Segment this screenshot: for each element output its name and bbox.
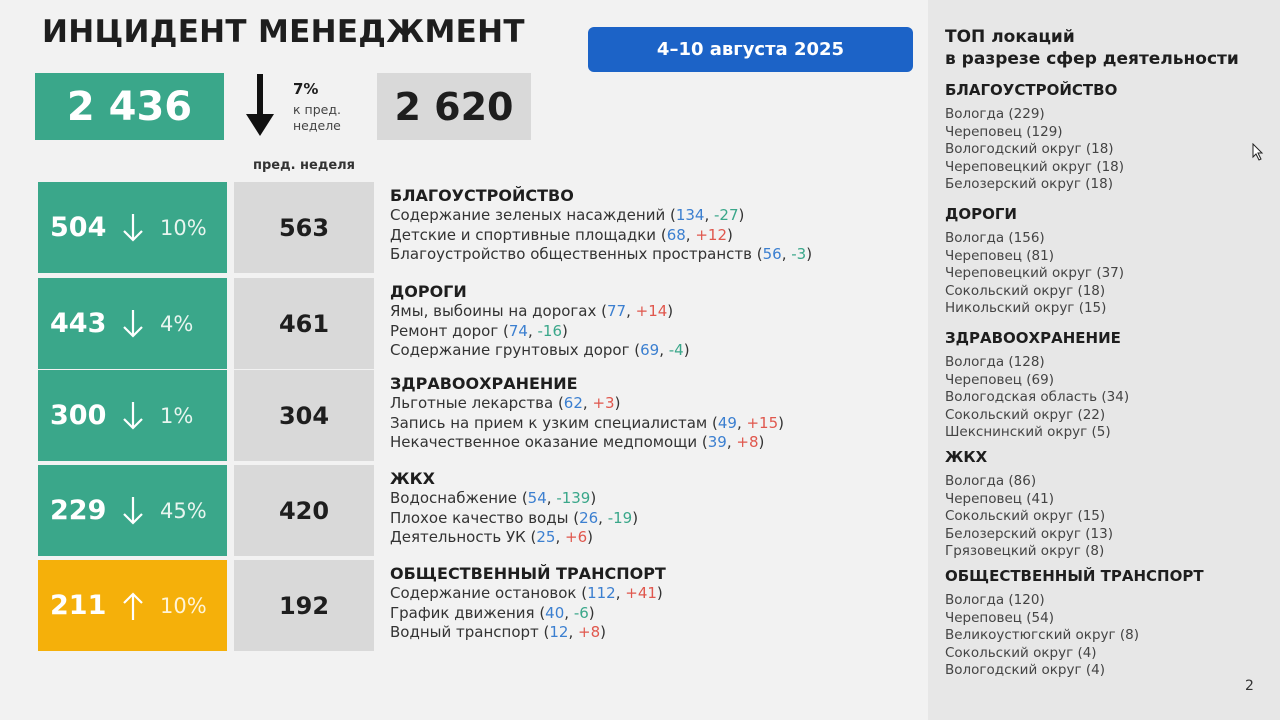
- category-change-pct: 45%: [160, 498, 207, 523]
- total-change-note: к пред. неделе: [293, 102, 341, 133]
- sidebar-section: [945, 447, 1265, 561]
- category-item-label: Запись на прием к узким специалистам: [390, 413, 708, 432]
- category-item: Водоснабжение (54, -139): [390, 489, 597, 507]
- category-item-delta: +12: [695, 225, 727, 244]
- sidebar-location-item: Сокольский округ (4): [945, 644, 1097, 661]
- category-item-delta: -3: [791, 245, 807, 263]
- category-current-box: [38, 278, 227, 369]
- category-item-label: Содержание остановок: [390, 584, 577, 602]
- sidebar-location-item: Белозерский округ (13): [945, 525, 1113, 542]
- sidebar-location-item: Сокольский округ (15): [945, 508, 1106, 524]
- category-item-count: 62: [563, 394, 583, 412]
- category-item-count: 134: [675, 206, 705, 224]
- date-range-badge: 4–10 августа 2025: [588, 27, 913, 72]
- category-item-label: Деятельность УК: [390, 528, 526, 546]
- category-item: Запись на прием к узким специалистам (49, +15): [390, 413, 784, 432]
- category-item-label: Льготные лекарства: [390, 394, 554, 412]
- category-item-delta: +41: [625, 584, 657, 602]
- category-change-pct: 1%: [160, 403, 194, 428]
- sidebar-location-item: Сокольский округ (22): [945, 406, 1106, 423]
- category-item-count: 49: [717, 413, 737, 432]
- category-current-value: 300: [50, 400, 107, 431]
- sidebar-location-item: Вологда (128): [945, 354, 1045, 370]
- sidebar-location-item: Вологда (229): [945, 106, 1045, 122]
- page-number: 2: [1245, 678, 1254, 694]
- category-previous-value: 420: [234, 465, 374, 556]
- sidebar-location-item: Вологда (86): [945, 473, 1037, 489]
- category-title: ОБЩЕСТВЕННЫЙ ТРАНСПОРТ: [390, 564, 666, 583]
- category-item: Содержание зеленых насаждений (134, -27): [390, 206, 745, 224]
- total-previous-box: 2 620: [377, 73, 531, 140]
- category-item: График движения (40, -6): [390, 603, 595, 622]
- sidebar-location-item: Череповец (129): [945, 123, 1063, 140]
- sidebar-location-item: Череповец (81): [945, 247, 1054, 264]
- category-item: Некачественное оказание медпомощи (39, +8): [390, 433, 765, 451]
- category-item-delta: -6: [573, 603, 589, 622]
- category-item: Плохое качество воды (26, -19): [390, 508, 639, 527]
- category-row: [38, 465, 938, 556]
- category-item: Благоустройство общественных пространств (56, -3): [390, 245, 813, 263]
- category-item-label: Водный транспорт: [390, 623, 539, 641]
- category-item-count: 69: [640, 341, 660, 359]
- category-row: [38, 278, 938, 369]
- category-item: Содержание грунтовых дорог (69, -4): [390, 341, 690, 359]
- category-title: БЛАГОУСТРОЙСТВО: [390, 186, 574, 205]
- arrow-down-icon: [120, 401, 146, 431]
- sidebar-section: [945, 328, 1265, 442]
- category-title: ДОРОГИ: [390, 282, 467, 301]
- category-current-box: [38, 370, 227, 461]
- sidebar-title: [945, 26, 1275, 70]
- sidebar-location-item: Никольский округ (15): [945, 300, 1107, 316]
- sidebar-location-item: Вологодский округ (18): [945, 141, 1114, 157]
- category-title: ЗДРАВООХРАНЕНИЕ: [390, 374, 578, 393]
- category-item: Ямы, выбоины на дорогах (77, +14): [390, 302, 674, 320]
- category-item: Деятельность УК (25, +6): [390, 528, 593, 546]
- category-item-label: Ямы, выбоины на дорогах: [390, 302, 597, 320]
- category-current-value: 443: [50, 308, 107, 339]
- category-item-label: Водоснабжение: [390, 489, 518, 507]
- sidebar-title-line1: ТОП локаций: [945, 27, 1075, 47]
- category-change-pct: 4%: [160, 311, 194, 336]
- sidebar-location-item: Вологодская область (34): [945, 389, 1130, 405]
- sidebar-location-item: Череповецкий округ (18): [945, 158, 1125, 175]
- category-current-value: 211: [50, 590, 107, 621]
- sidebar-location-item: Шекснинский округ (5): [945, 424, 1111, 440]
- category-item: Содержание остановок (112, +41): [390, 584, 663, 602]
- sidebar-section-title: ЗДРАВООХРАНЕНИЕ: [945, 329, 1121, 347]
- sidebar-section: [945, 80, 1265, 194]
- arrow-down-icon: [120, 496, 146, 526]
- sidebar-section-title: БЛАГОУСТРОЙСТВО: [945, 81, 1118, 99]
- category-item-label: Содержание зеленых насаждений: [390, 206, 666, 224]
- category-current-box: [38, 465, 227, 556]
- category-item-delta: +15: [746, 413, 779, 432]
- category-detail: [390, 469, 950, 548]
- mouse-cursor-icon: [1252, 143, 1264, 161]
- category-item-delta: -139: [556, 489, 591, 507]
- category-detail: [390, 186, 950, 265]
- category-row: [38, 370, 938, 461]
- category-item-delta: +14: [635, 302, 668, 320]
- sidebar-section-title: ОБЩЕСТВЕННЫЙ ТРАНСПОРТ: [945, 567, 1204, 585]
- category-item-count: 26: [579, 508, 599, 527]
- category-change-pct: 10%: [160, 593, 207, 618]
- top-locations-sidebar: [928, 0, 1280, 720]
- category-item: Водный транспорт (12, +8): [390, 623, 607, 641]
- category-item: Детские и спортивные площадки (68, +12): [390, 225, 733, 244]
- prev-week-label: пред. неделя: [252, 158, 356, 173]
- category-previous-value: 304: [234, 370, 374, 461]
- category-item-count: 25: [536, 528, 556, 546]
- category-item-label: Ремонт дорог: [390, 321, 499, 340]
- category-item-label: Детские и спортивные площадки: [390, 225, 657, 244]
- category-previous-value: 192: [234, 560, 374, 651]
- arrow-down-icon: [120, 213, 146, 243]
- sidebar-location-item: Вологда (156): [945, 230, 1045, 246]
- sidebar-section-title: ЖКХ: [945, 448, 988, 466]
- sidebar-location-item: Вологодский округ (4): [945, 662, 1105, 678]
- category-current-box: [38, 182, 227, 273]
- category-row: [38, 560, 938, 651]
- category-item-count: 40: [545, 603, 565, 622]
- page-title: ИНЦИДЕНТ МЕНЕДЖМЕНТ: [42, 14, 525, 50]
- category-item-label: Некачественное оказание медпомощи: [390, 433, 698, 451]
- category-current-value: 229: [50, 495, 107, 526]
- category-item-delta: -27: [714, 206, 739, 224]
- category-item-delta: +8: [578, 623, 601, 641]
- sidebar-location-item: Грязовецкий округ (8): [945, 543, 1105, 559]
- total-current-box: 2 436: [35, 73, 224, 140]
- arrow-down-icon: [120, 309, 146, 339]
- sidebar-location-item: Череповец (41): [945, 490, 1054, 507]
- category-item-count: 74: [508, 321, 528, 340]
- category-row: [38, 182, 938, 273]
- category-detail: [390, 282, 950, 361]
- sidebar-location-item: Великоустюгский округ (8): [945, 627, 1140, 643]
- category-title: ЖКХ: [390, 469, 435, 488]
- category-current-value: 504: [50, 212, 107, 243]
- category-detail: [390, 564, 950, 643]
- category-item: Ремонт дорог (74, -16): [390, 321, 568, 340]
- category-item-count: 68: [666, 225, 686, 244]
- sidebar-location-item: Череповец (69): [945, 371, 1054, 388]
- category-change-pct: 10%: [160, 215, 207, 240]
- category-item-count: 54: [527, 489, 547, 507]
- sidebar-section: [945, 204, 1265, 318]
- sidebar-location-item: Череповец (54): [945, 609, 1054, 626]
- arrow-down-icon: [244, 74, 276, 138]
- category-item-delta: -16: [537, 321, 562, 340]
- category-item-delta: +6: [565, 528, 588, 546]
- sidebar-location-item: Череповецкий округ (37): [945, 265, 1125, 281]
- sidebar-section-title: ДОРОГИ: [945, 205, 1017, 223]
- category-item-count: 39: [707, 433, 727, 451]
- category-detail: [390, 374, 950, 453]
- category-previous-value: 563: [234, 182, 374, 273]
- category-item-delta: -19: [607, 508, 633, 527]
- category-item: Льготные лекарства (62, +3): [390, 394, 621, 412]
- sidebar-location-item: Вологда (120): [945, 592, 1045, 608]
- category-item-label: График движения: [390, 603, 535, 622]
- category-item-label: Содержание грунтовых дорог: [390, 341, 630, 359]
- category-item-label: Плохое качество воды: [390, 508, 569, 527]
- category-current-box: [38, 560, 227, 651]
- category-item-delta: +3: [592, 394, 615, 412]
- category-item-count: 112: [587, 584, 616, 602]
- sidebar-section: [945, 566, 1265, 680]
- category-item-count: 12: [549, 623, 569, 641]
- category-item-count: 56: [762, 245, 782, 263]
- sidebar-location-item: Сокольский округ (18): [945, 282, 1106, 299]
- sidebar-location-item: Белозерский округ (18): [945, 176, 1113, 192]
- total-change-pct: 7%: [293, 80, 319, 98]
- category-item-delta: -4: [668, 341, 684, 359]
- category-previous-value: 461: [234, 278, 374, 369]
- category-item-label: Благоустройство общественных пространств: [390, 245, 752, 263]
- sidebar-title-line2: в разрезе сфер деятельности: [945, 49, 1239, 69]
- category-item-delta: +8: [736, 433, 759, 451]
- category-item-count: 77: [607, 302, 627, 320]
- arrow-up-icon: [120, 591, 146, 621]
